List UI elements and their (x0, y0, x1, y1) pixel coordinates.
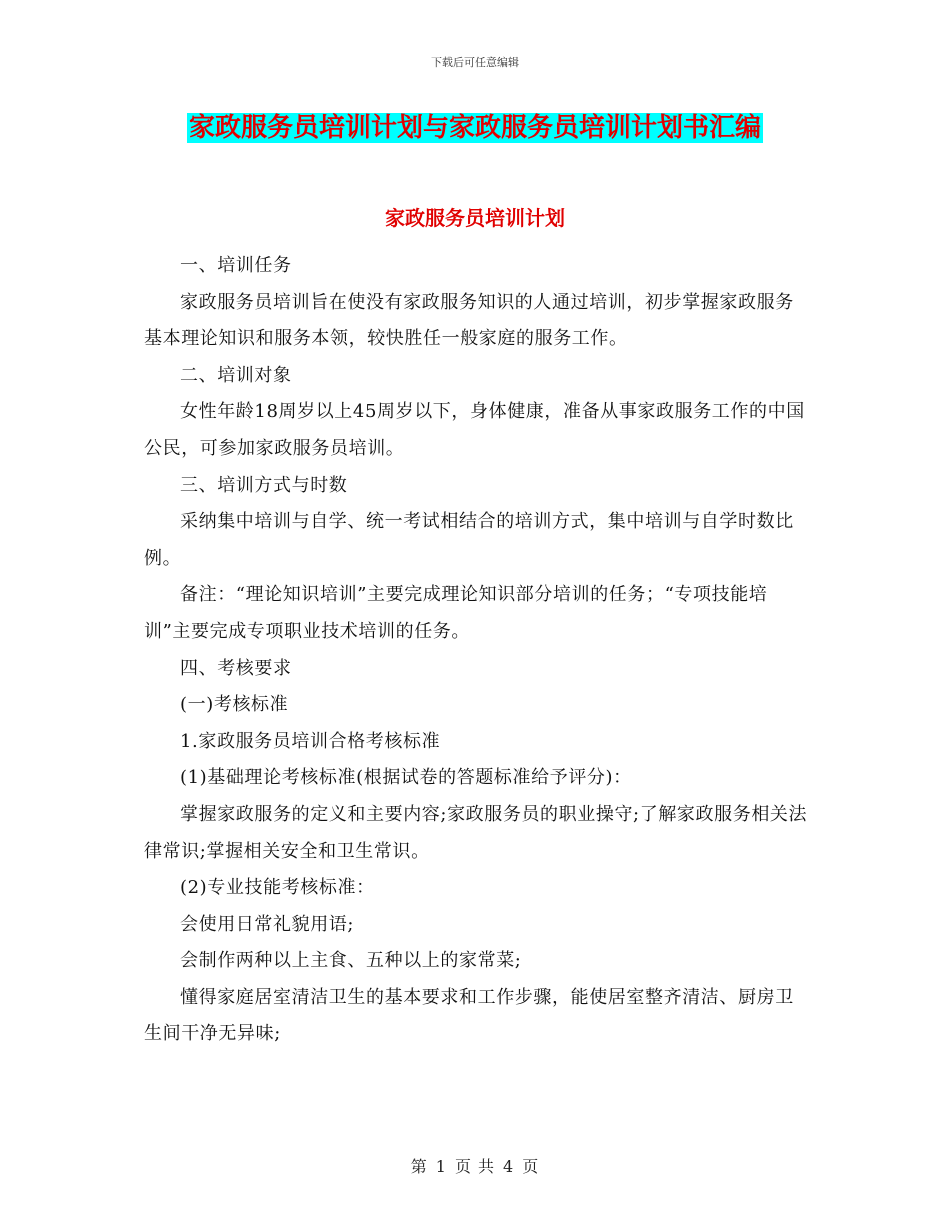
heading-training-task: 一、培训任务 (180, 255, 292, 276)
subheading-assessment-standard: (一)考核标准 (180, 694, 289, 716)
paragraph: 家政服务员培训旨在使没有家政服务知识的人通过培训，初步掌握家政服务基本理论知识和服务本领，较快胜任一般家庭的服务工作。 (144, 291, 794, 350)
list-item: (1)基础理论考核标准(根据试卷的答题标准给予评分)： (180, 767, 632, 789)
document-body (144, 248, 808, 1053)
paragraph: 女性年龄18周岁以上45周岁以下，身体健康，准备从事家政服务工作的中国公民，可参加家政服务员培训。 (144, 401, 805, 459)
paragraph-note: 备注：“理论知识培训”主要完成理论知识部分培训的任务；“专项技能培训”主要完成专项职业技术培训的任务。 (144, 584, 768, 642)
heading-assessment: 四、考核要求 (180, 657, 292, 679)
footer-prefix: 第 (410, 1157, 428, 1176)
section-title: 家政服务员培训计划 (385, 206, 565, 230)
paragraph: 掌握家政服务的定义和主要内容;家政服务员的职业操守;了解家政服务相关法律常识;掌握相关安全和卫生常识。 (144, 803, 808, 862)
paragraph: 懂得家庭居室清洁卫生的基本要求和工作步骤，能使居室整齐清洁、厨房卫生间干净无异味; (144, 986, 794, 1045)
document-title (0, 112, 950, 144)
document-title-highlight: 家政服务员培训计划与家政服务员培训计划书汇编 (188, 113, 761, 143)
list-item: 1.家政服务员培训合格考核标准 (180, 730, 441, 752)
paragraph: 采纳集中培训与自学、统一考试相结合的培训方式，集中培训与自学时数比例。 (144, 511, 794, 569)
heading-training-method: 三、培训方式与时数 (180, 474, 348, 496)
paragraph: 会制作两种以上主食、五种以上的家常菜; (180, 950, 522, 972)
footer-suffix: 页 (522, 1157, 540, 1176)
footer-total-pages: 4 (503, 1157, 515, 1176)
paragraph: 会使用日常礼貌用语; (180, 913, 355, 935)
heading-training-target: 二、培训对象 (180, 364, 292, 386)
page-footer (0, 1154, 950, 1177)
list-item: (2)专业技能考核标准： (180, 877, 375, 899)
footer-middle: 页 共 (454, 1157, 496, 1176)
header-note: 下载后可任意编辑 (431, 56, 519, 69)
footer-page-number: 1 (435, 1157, 447, 1176)
